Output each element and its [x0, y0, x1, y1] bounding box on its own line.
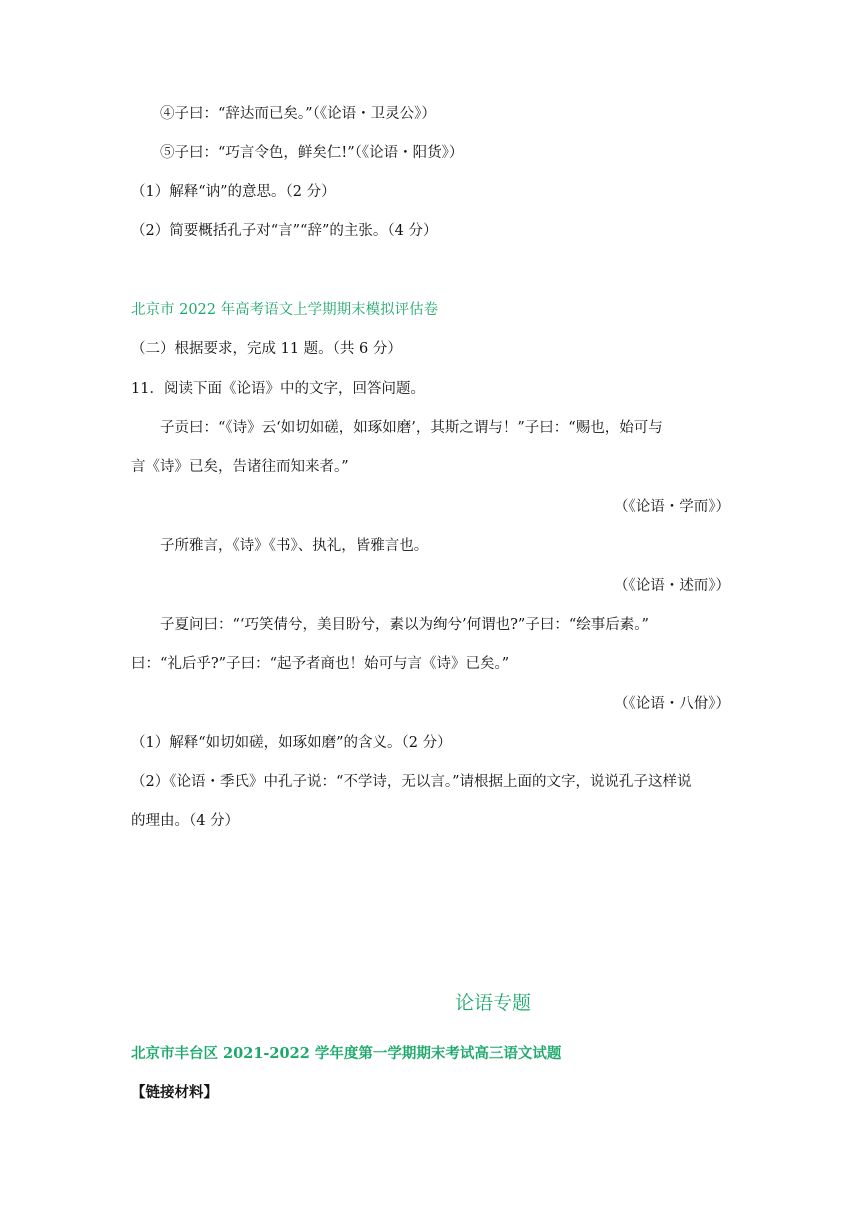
question-11-2-line-1: （2）《论语・季氏》中孔子说：“不学诗，无以言。”请根据上面的文字，说说孔子这样说 — [131, 774, 692, 790]
question-11-1: （1）解释“如切如磋，如琢如磨”的含义。（2 分） — [131, 735, 452, 751]
quote-4: ④子曰：“辞达而已矣。”（《论语・卫灵公》） — [160, 106, 436, 122]
passage-1-line-1: 子贡曰：“《诗》云‘如切如磋，如琢如磨’，其斯之谓与！”子曰：“赐也，始可与 — [160, 420, 663, 436]
passage-3-line-1: 子夏问曰：“‘巧笑倩兮，美目盼兮，素以为绚兮’何谓也?”子曰：“绘事后素。” — [160, 617, 649, 633]
question-11-2-line-2: 的理由。（4 分） — [131, 813, 240, 829]
link-material-label: 【链接材料】 — [131, 1084, 218, 1101]
passage-2-citation: （《论语・述而》） — [614, 578, 730, 594]
quote-5: ⑤子曰：“巧言令色，鲜矣仁!”（《论语・阳货》） — [160, 145, 464, 161]
part-title: （二）根据要求，完成 11 题。（共 6 分） — [131, 341, 402, 357]
passage-1-citation: （《论语・学而》） — [614, 499, 730, 515]
question-2: （2）简要概括孔子对“言”“辞”的主张。（4 分） — [131, 223, 438, 239]
topic-heading: 论语专题 — [455, 992, 532, 1014]
source-title-fengtai: 北京市丰台区 2021-2022 学年度第一学期期末考试高三语文试题 — [131, 1045, 562, 1062]
passage-3-line-2: 曰：“礼后乎?”子曰：“起予者商也！始可与言《诗》已矣。” — [131, 656, 510, 672]
passage-3-citation: （《论语・八佾》） — [614, 696, 730, 712]
question-11-intro: 11．阅读下面《论语》中的文字，回答问题。 — [131, 381, 425, 397]
question-1: （1）解释“讷”的意思。（2 分） — [131, 184, 336, 200]
passage-1-line-2: 言《诗》已矣，告诸往而知来者。” — [131, 459, 349, 475]
passage-2-line-1: 子所雅言，《诗》《书》、执礼，皆雅言也。 — [160, 538, 429, 554]
source-title: 北京市 2022 年高考语文上学期期末模拟评估卷 — [131, 302, 439, 318]
